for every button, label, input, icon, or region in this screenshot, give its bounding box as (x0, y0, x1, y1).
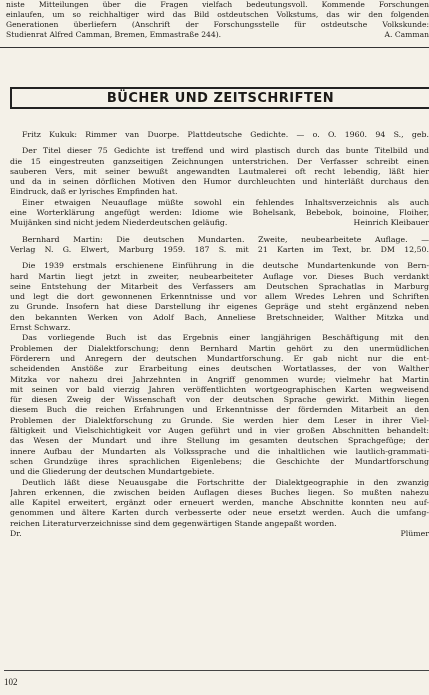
fragment-address: Studienrat Alfred Camman, Bremen, Emmastraße 244). (6, 29, 222, 39)
text-line: Muijänken sind nicht jedem Niederdeutschen geläufig. (10, 218, 228, 228)
text-line: diesem Buch die reichen Erfahrungen und Erkenntnisse der fördernden Mitarbeit an den (10, 405, 429, 415)
text-line: schen Grundzüge ihres sprachlichen Eigenlebens; die Geschichte der Mundartforschung (10, 456, 429, 466)
text-line: mit seinen vor bald vierzig Jahren veröffentlichten wortgeographischen Karten wegweisend (10, 384, 429, 394)
text-line: hard Martin liegt jetzt in zweiter, neubearbeiteter Auflage vor. Dieses Buch verdankt (10, 271, 429, 281)
text-line: sauberen Vers, mit seiner bewußt angewandten Lautmalerei oft recht lebendig, läßt hier (10, 166, 429, 176)
text-line: das Wesen der Mundart und ihre Stellung im gesamten deutschen Sprachgefüge; der (10, 436, 429, 446)
review-heading-publisher: Verlag N. G. Elwert, Marburg 1959. 187 S. mit 21 Karten im Text, br. DM 12,50. (10, 244, 429, 254)
fragment-last-line (6, 30, 429, 40)
text-line: innere Aufbau der Mundarten als Volkssprache und die inhaltlichen wie lautlich-grammati- (10, 446, 429, 456)
text-line: Mitzka vor nahezu drei Jahrzehnten in Angriff genommen wurde; vielmehr hat Martin (10, 374, 429, 384)
text-line: Deutlich läßt diese Neuausgabe die Fortschritte der Dialektgeographie in den zwanzig (22, 477, 429, 487)
review-column (10, 130, 429, 539)
text-line: fältigkeit und Vielschichtigkeit vor Augen geführt und in vier großen Abschnitten behandelt: (10, 426, 429, 436)
text-line: für diesen Zweig der Wissenschaft von der deutschen Sprache gewirkt. Mithin liegen (10, 395, 429, 405)
review-kukuk (10, 130, 429, 229)
footer-rule (4, 670, 429, 671)
text-line: Der Titel dieser 75 Gedichte ist treffend und wird plastisch durch das bunte Titelbild und (22, 146, 429, 156)
text-line: genommen und ältere Karten durch verbesserte oder neue ersetzt werden. Auch die umfang- (10, 508, 429, 518)
text-line: Einer etwaigen Neuauflage müßte sowohl ein fehlendes Inhaltsverzeichnis als auch (22, 197, 429, 207)
fragment-line: niste Mitteilungen über die Fragen vielfach bedeutungsvoll. Kommende Forschungen (6, 0, 429, 9)
text-line: und legt die dort gewonnenen Erkenntnisse und vor allem Wredes Lehren und Schriften (10, 292, 429, 302)
review-heading: Bernhard Martin: Die deutschen Mundarten. Zweite, neubearbeitete Auflage. — (22, 234, 429, 244)
text-line: Förderern und Anregern der deutschen Mundartforschung. Er gab nicht nur die ent- (10, 353, 429, 363)
reviewer-signature: Heinrich Kleibauer (353, 218, 429, 228)
fragment-line: Generationen überliefern (Anschrift der Forschungsstelle für ostdeutsche Volkskunde: (6, 19, 429, 29)
text-line: Problemen der Dialektforschung zu Grunde. Sie werden hier dem Leser in ihrer Viel- (10, 415, 429, 425)
text-line: die 15 eingestreuten ganzseitigen Zeichnungen unterstrichen. Der Verfasser schreibt einen (10, 156, 429, 166)
fragment-author: A. Camman (384, 29, 429, 39)
text-line: Problemen der Dialektforschung; denn Bernhard Martin gehört zu den unermüdlichen (10, 343, 429, 353)
previous-article-fragment (6, 0, 429, 40)
text-line: Eindruck, daß er lyrisches Empfinden hat. (10, 187, 178, 197)
review-heading: Fritz Kukuk: Rimmer van Duorpe. Plattdeutsche Gedichte. — o. O. 1960. 94 S., geb. (22, 130, 429, 139)
text-line: Das vorliegende Buch ist das Ergebnis einer langjährigen Beschäftigung mit den (22, 333, 429, 343)
section-title: BÜCHER UND ZEITSCHRIFTEN (10, 87, 429, 109)
text-line: und die Gliederung der deutschen Mundartgebiete. (10, 467, 215, 477)
text-line: scheidenden Anstöße zur Erarbeitung eines deutschen Wortatlasses, der von Walther (10, 364, 429, 374)
text-line: zu Grunde. Insofern hat diese Darstellung ihr eigenes Gepräge und steht ergänzend neben (10, 302, 429, 312)
text-line: alle Kapitel erweitert, ergänzt oder erneuert werden, manche Abschnitte konnten neu auf- (10, 498, 429, 508)
text-line: seine Entstehung der Mitarbeit des Verfassers am Deutschen Sprachatlas in Marburg (10, 281, 429, 291)
text-line: den bekannten Werken von Adolf Bach, Anneliese Bretschneider, Walther Mitzka und (10, 312, 429, 322)
separator-rule (0, 47, 429, 48)
text-line: Die 1939 erstmals erschienene Einführung in die deutsche Mundartenkunde von Bern- (22, 261, 429, 271)
review-martin (10, 235, 429, 540)
text-line: Jahren erkennen, die zwischen beiden Auflagen dieses Buches liegen. So mußten nahezu (10, 487, 429, 497)
text-line: und da in seinen dörflichen Motiven den Humor durchleuchten und hinterläßt durchaus den (10, 177, 429, 187)
text-line-with-signature (10, 218, 429, 228)
page-number: 102 (4, 677, 18, 687)
reviewer-signature: Dr. Plümer (10, 528, 429, 538)
text-line: eine Worterklärung angefügt werden: Idiome wie Bohelsank, Bebebok, boinoine, Floiher, (10, 208, 429, 218)
fragment-line: einlaufen, um so reichhaltiger wird das Bild ostdeutschen Volkstums, das wir den folgenden (6, 9, 429, 19)
text-line: reichen Literaturverzeichnisse sind dem gegenwärtigen Stande angepaßt worden. (10, 518, 337, 528)
text-line: Ernst Schwarz. (10, 323, 71, 333)
